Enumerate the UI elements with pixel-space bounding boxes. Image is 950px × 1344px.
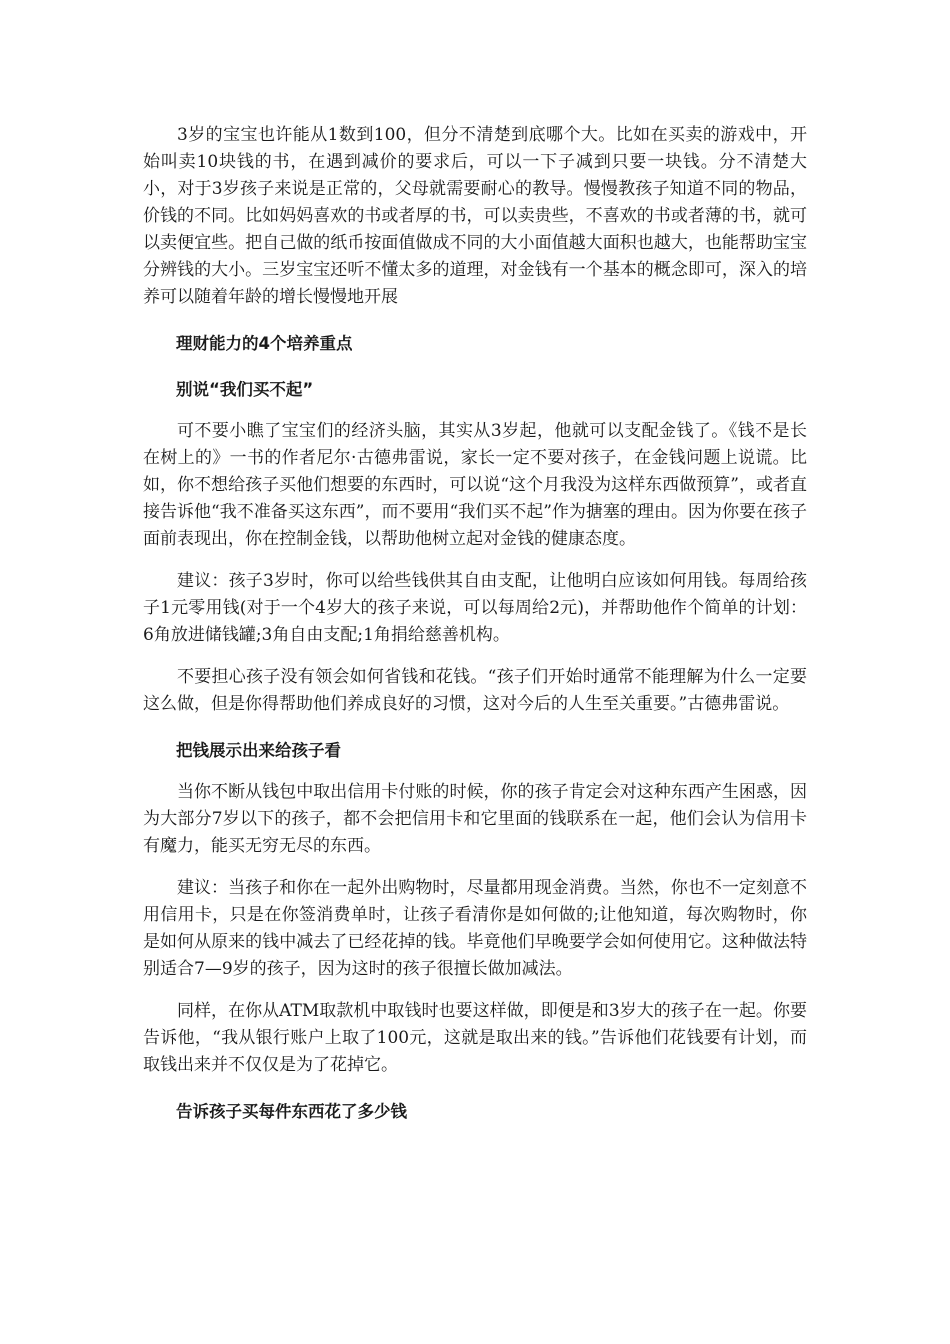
section-heading-show-money: 把钱展示出来给孩子看	[176, 741, 341, 760]
document-page	[143, 122, 807, 1140]
paragraph-toddler-counting: 3岁的宝宝也许能从1数到100，但分不清楚到底哪个大。比如在买卖的游戏中，开始叫卖10块钱的书，在遇到减价的要求后，可以一下子减到只要一块钱。分不清楚大小，对于3岁孩子来说是正常的，父母就需要耐心的教导。慢慢教孩子知道不同的物品，价钱的不同。比如妈妈喜欢的书或者厚的书，可以卖贵些，不喜欢的书或者薄的书，就可以卖便宜些。把自己做的纸币按面值做成不同的大小面值越大面积也越大，也能帮助宝宝分辨钱的大小。三岁宝宝还听不懂太多的道理，对金钱有一个基本的概念即可，深入的培养可以随着年龄的增长慢慢地开展	[143, 125, 807, 307]
section-heading-four-focus-points: 理财能力的4个培养重点	[176, 334, 353, 353]
paragraph-good-habits: 不要担心孩子没有领会如何省钱和花钱。“孩子们开始时通常不能理解为什么一定要这么做，但是你得帮助他们养成良好的习惯，这对今后的人生至关重要。”古德弗雷说。	[143, 667, 807, 714]
paragraph-suggestion-cash: 建议：当孩子和你在一起外出购物时，尽量都用现金消费。当然，你也不一定刻意不用信用卡，只是在你签消费单时，让孩子看清你是如何做的;让他知道，每次购物时，你是如何从原来的钱中减去了已经花掉的钱。毕竟他们早晚要学会如何使用它。这种做法特别适合7—9岁的孩子，因为这时的孩子很擅长做加减法。	[143, 878, 807, 979]
paragraph-suggestion-allowance: 建议：孩子3岁时，你可以给些钱供其自由支配，让他明白应该如何用钱。每周给孩子1元零用钱(对于一个4岁大的孩子来说，可以每周给2元)，并帮助他作个简单的计划：6角放进储钱罐;3角自由支配;1角捐给慈善机构。	[143, 571, 807, 645]
paragraph-money-not-on-trees: 可不要小瞧了宝宝们的经济头脑，其实从3岁起，他就可以支配金钱了。《钱不是长在树上的》一书的作者尼尔·古德弗雷说，家长一定不要对孩子，在金钱问题上说谎。比如，你不想给孩子买他们想要的东西时，可以说“这个月我没为这样东西做预算”，或者直接告诉他“我不准备买这东西”，而不要用“我们买不起”作为搪塞的理由。因为你要在孩子面前表现出，你在控制金钱，以帮助他树立起对金钱的健康态度。	[143, 421, 807, 549]
paragraph-credit-card-confusion: 当你不断从钱包中取出信用卡付账的时候，你的孩子肯定会对这种东西产生困惑，因为大部分7岁以下的孩子，都不会把信用卡和它里面的钱联系在一起，他们会认为信用卡有魔力，能买无穷无尽的东西。	[143, 782, 807, 856]
paragraph-atm-withdrawal: 同样，在你从ATM取款机中取钱时也要这样做，即便是和3岁大的孩子在一起。你要告诉他，“我从银行账户上取了100元，这就是取出来的钱。”告诉他们花钱要有计划，而取钱出来并不仅仅是为了花掉它。	[143, 1001, 807, 1075]
section-heading-tell-cost: 告诉孩子买每件东西花了多少钱	[176, 1102, 407, 1121]
section-heading-dont-say-cant-afford: 别说“我们买不起”	[176, 380, 314, 399]
